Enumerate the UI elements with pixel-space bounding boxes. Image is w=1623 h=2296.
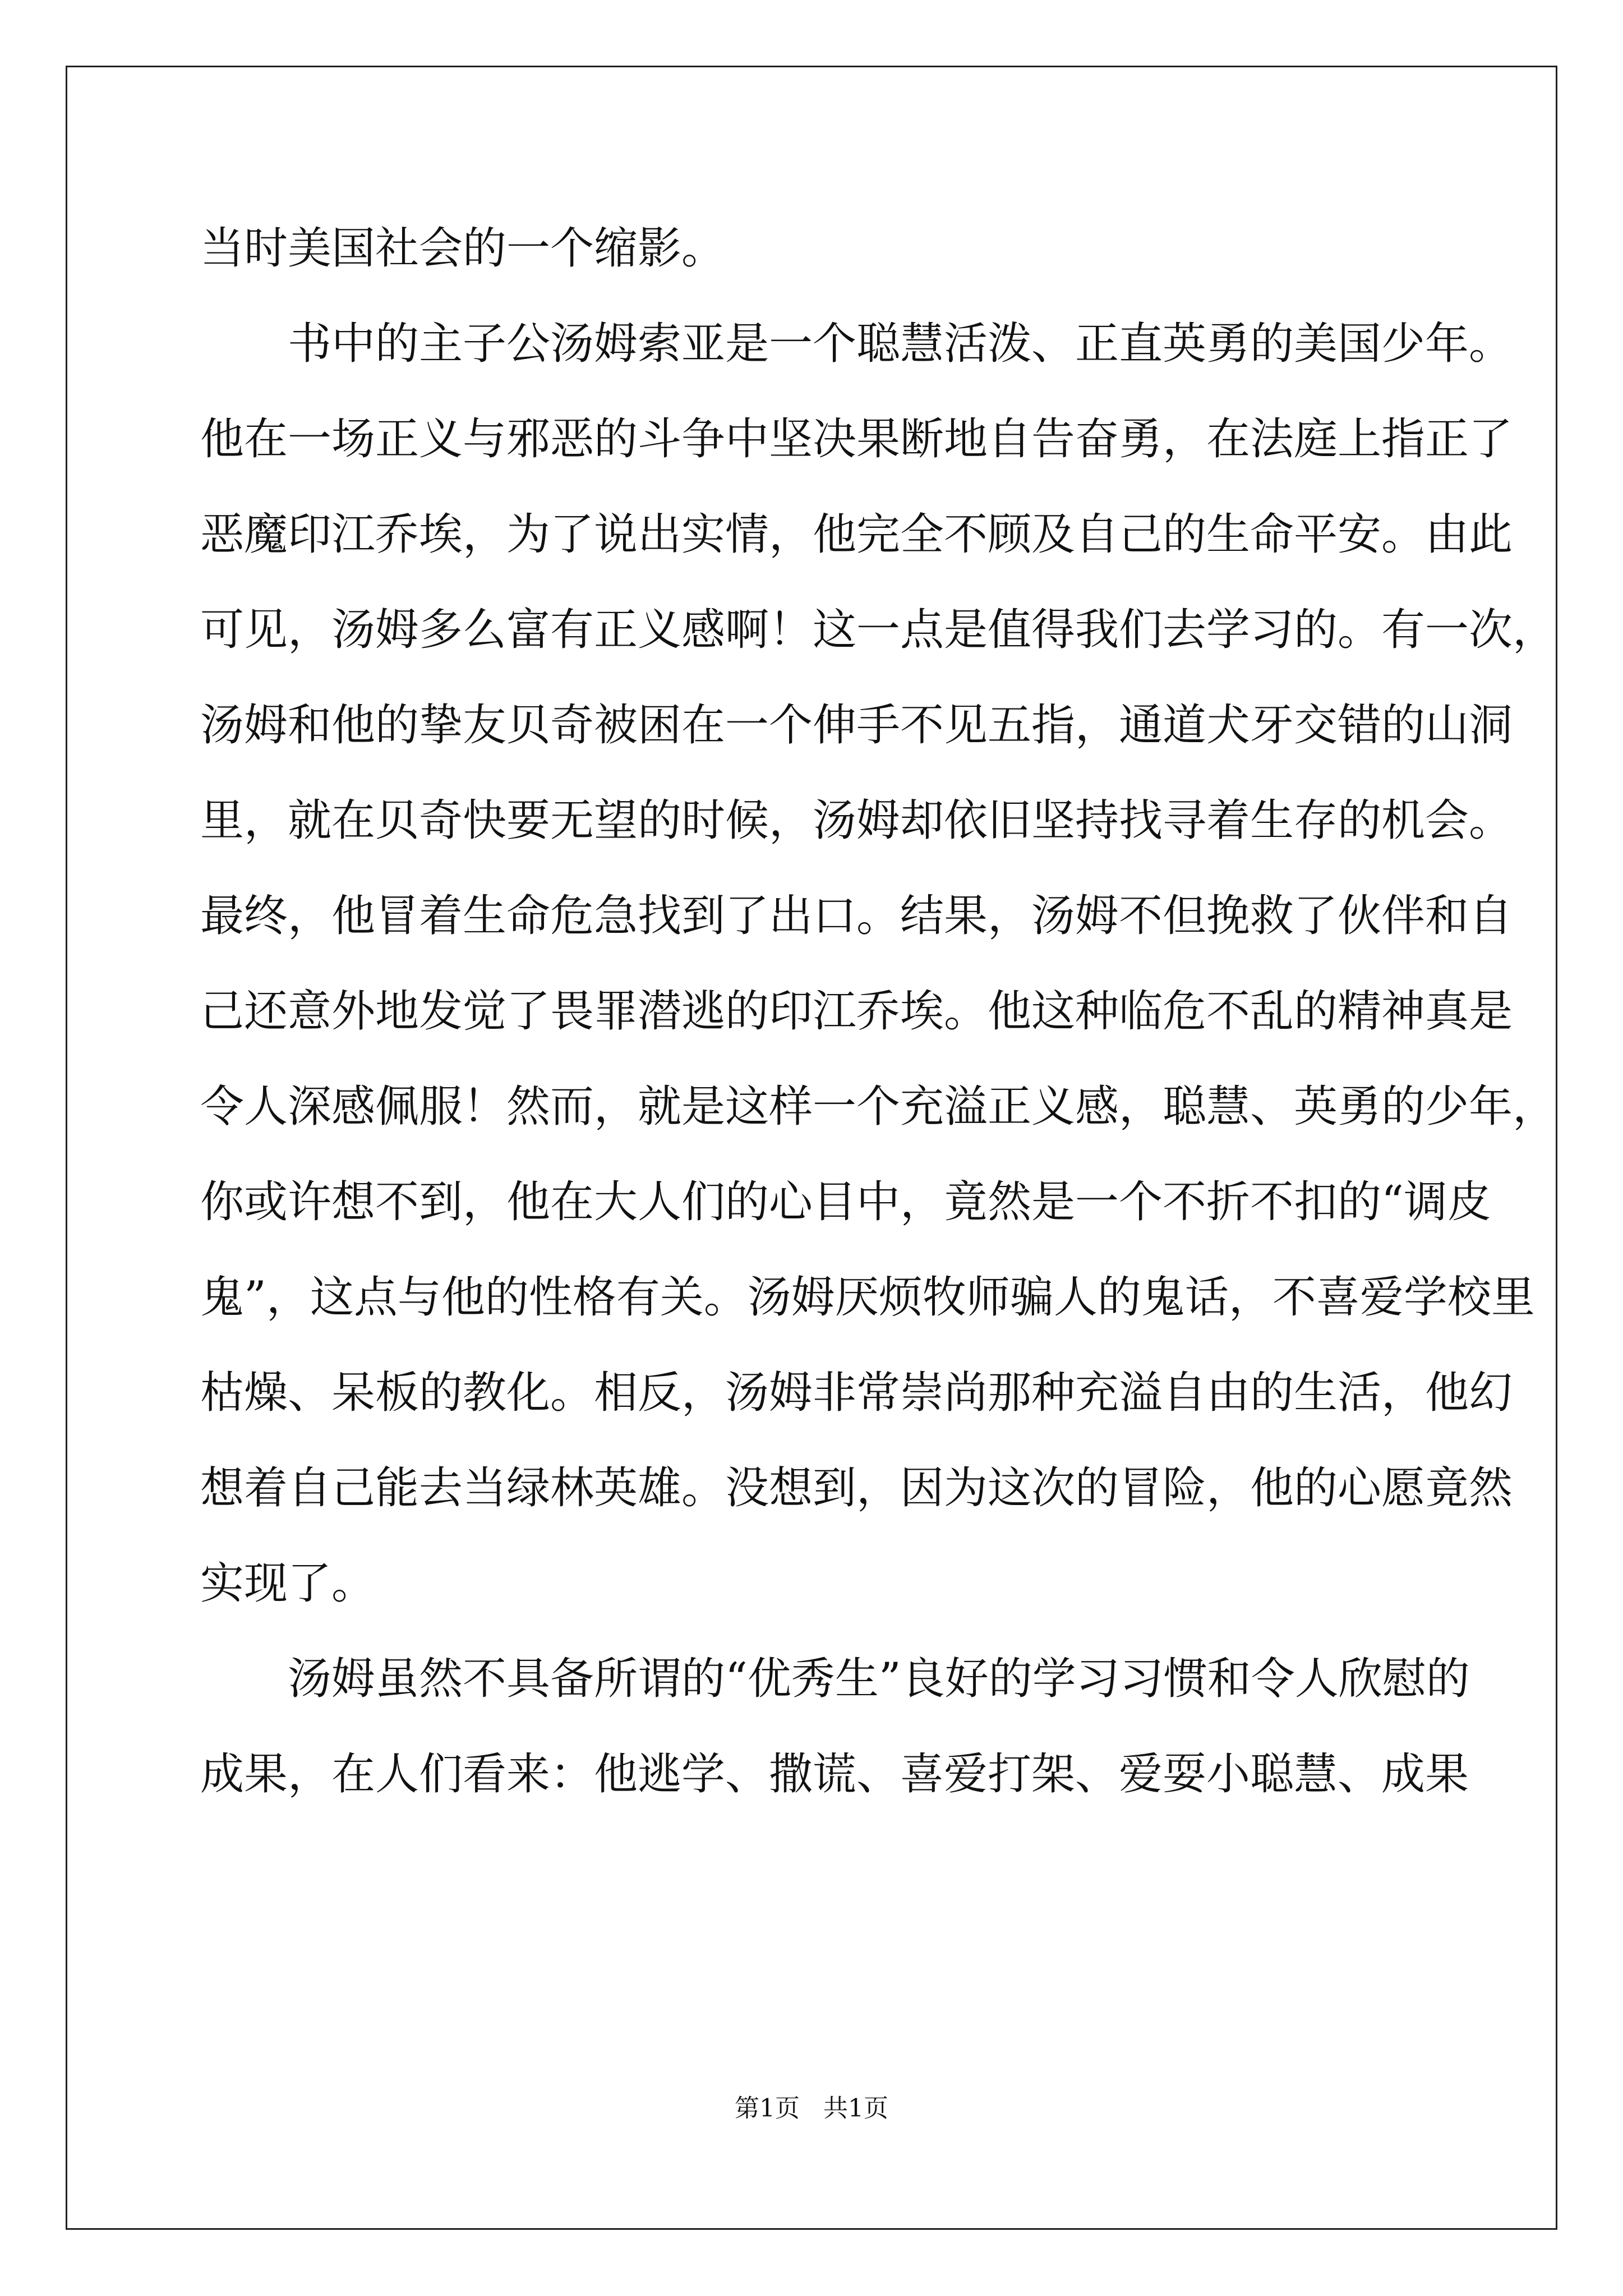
text-line-2: 书中的主子公汤姆索亚是一个聪慧活泼、正直英勇的美国少年。	[288, 319, 1513, 369]
text-line-14: 想着自己能去当绿林英雄。没想到，因为这次的冒险，他的心愿竟然	[200, 1463, 1513, 1513]
text-line-15: 实现了。	[200, 1558, 376, 1609]
text-line-9: 己还意外地发觉了畏罪潜逃的印江乔埃。他这种临危不乱的精神真是	[200, 986, 1513, 1037]
text-line-6: 汤姆和他的挚友贝奇被困在一个伸手不见五指，通道犬牙交错的山洞	[200, 700, 1513, 751]
text-line-12: 鬼”，这点与他的性格有关。汤姆厌烦牧师骗人的鬼话，不喜爱学校里	[200, 1272, 1535, 1323]
text-line-17: 成果，在人们看来：他逃学、撒谎、喜爱打架、爱耍小聪慧、成果	[200, 1749, 1469, 1800]
text-line-11: 你或许想不到，他在大人们的心目中，竟然是一个不折不扣的“调皮	[200, 1177, 1491, 1227]
page-footer: 第1页 共1页	[735, 2094, 888, 2123]
text-line-4: 恶魔印江乔埃，为了说出实情，他完全不顾及自己的生命平安。由此	[200, 509, 1513, 560]
text-line-3: 他在一场正义与邪恶的斗争中坚决果断地自告奋勇，在法庭上指正了	[200, 414, 1513, 464]
text-line-10: 令人深感佩服！然而，就是这样一个充溢正义感，聪慧、英勇的少年，	[200, 1082, 1557, 1132]
text-line-8: 最终，他冒着生命危急找到了出口。结果，汤姆不但挽救了伙伴和自	[200, 891, 1513, 941]
text-line-13: 枯燥、呆板的教化。相反，汤姆非常崇尚那种充溢自由的生活，他幻	[200, 1368, 1513, 1418]
text-line-1: 当时美国社会的一个缩影。	[200, 223, 726, 274]
text-line-16: 汤姆虽然不具备所谓的“优秀生”良好的学习习惯和令人欣慰的	[288, 1654, 1470, 1704]
text-line-7: 里，就在贝奇快要无望的时候，汤姆却依旧坚持找寻着生存的机会。	[200, 795, 1513, 846]
document-body	[200, 201, 1557, 1822]
text-line-5: 可见，汤姆多么富有正义感啊！这一点是值得我们去学习的。有一次，	[200, 605, 1557, 655]
